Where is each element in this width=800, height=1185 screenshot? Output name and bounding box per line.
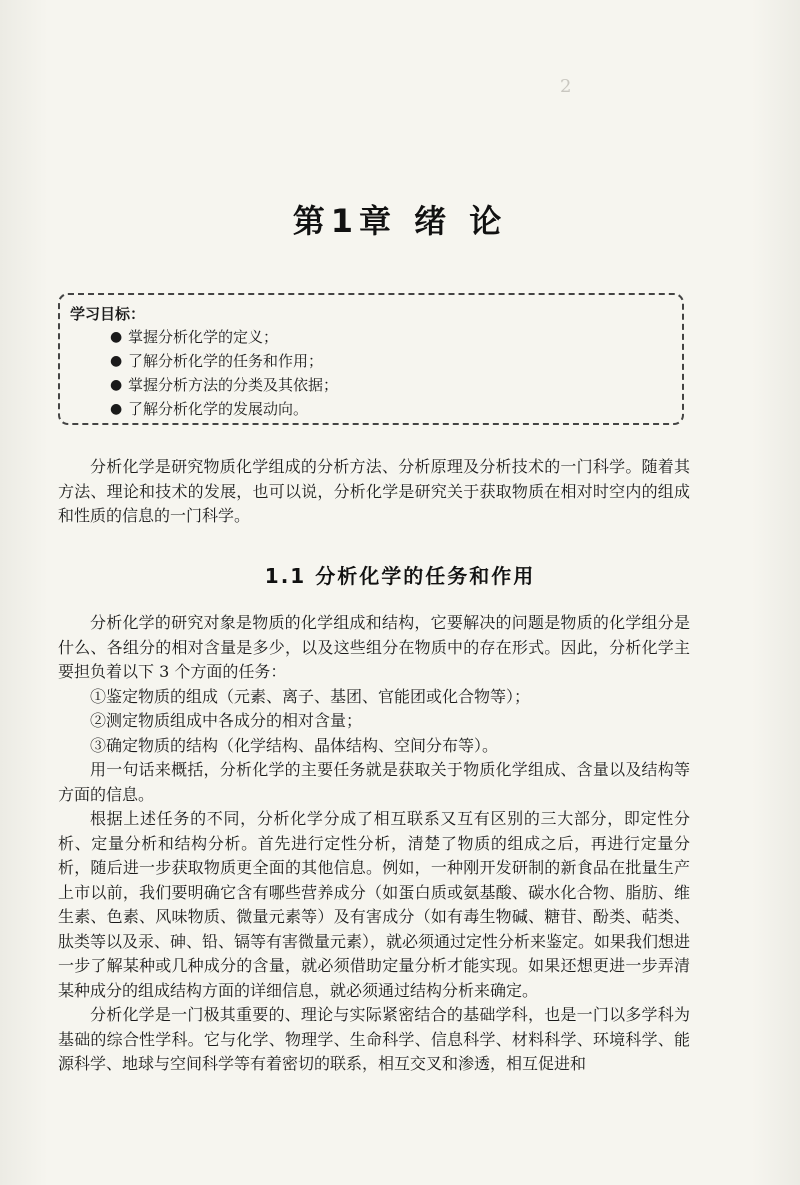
objective-item: ● 掌握分析方法的分类及其依据； (110, 373, 670, 397)
task-item: ②测定物质组成中各成分的相对含量； (90, 711, 363, 730)
bullet-icon: ● (110, 353, 123, 369)
section-paragraph-4: 分析化学是一门极其重要的、理论与实际紧密结合的基础学科，也是一门以多学科为基础的综合性学科。它与化学、物理学、生命科学、信息科学、材料科学、环境科学、能源科学、地球与空间科学等有着密切的联系，相互交叉和渗透，相互促进和 (58, 1005, 690, 1073)
section-paragraph-1: 分析化学的研究对象是物质的化学组成和结构，它要解决的问题是物质的化学组分是什么、各组分的相对含量是多少，以及这些组分在物质中的存在形式。因此，分析化学主要担负着以下 3 个方面的任务： (58, 613, 690, 681)
page-number-mark: 2 (560, 76, 576, 97)
section-body (58, 611, 690, 1077)
objective-item: ● 掌握分析化学的定义； (110, 325, 670, 349)
objectives-heading: 学习目标： (70, 305, 146, 323)
section-paragraph-3: 根据上述任务的不同，分析化学分成了相互联系又互有区别的三大部分，即定性分析、定量分析和结构分析。首先进行定性分析，清楚了物质的组成之后，再进行定量分析，随后进一步获取物质更全面的其他信息。例如，一种刚开发研制的新食品在批量生产上市以前，我们要明确它含有哪些营养成分（如蛋白质或氨基酸、碳水化合物、脂肪、维生素、色素、风味物质、微量元素等）及有害成分（如有毒生物碱、糖苷、酚类、萜类、肽类等以及汞、砷、铅、镉等有害微量元素），就必须通过定性分析来鉴定。如果我们想进一步了解某种或几种成分的含量，就必须借助定量分析才能实现。如果还想更进一步弄清某种成分的组成结构方面的详细信息，就必须通过结构分析来确定。 (58, 809, 691, 1000)
objective-item: ● 了解分析化学的发展动向。 (110, 397, 670, 421)
task-item: ①鉴定物质的组成（元素、离子、基团、官能团或化合物等）； (90, 686, 531, 706)
chapter-title: 第1章 绪 论 (292, 202, 508, 240)
task-item: ③确定物质的结构（化学结构、晶体结构、空间分布等）。 (90, 735, 499, 755)
bullet-icon: ● (110, 377, 123, 393)
intro-text (58, 455, 690, 529)
objective-item: ● 了解分析化学的任务和作用； (110, 349, 670, 373)
intro-paragraph: 分析化学是研究物质化学组成的分析方法、分析原理及分析技术的一门科学。随着其方法、理论和技术的发展，也可以说，分析化学是研究关于获取物质在相对时空内的组成和性质的信息的一门科学。 (58, 457, 690, 525)
objectives-list (70, 325, 670, 421)
section-title: 1.1 分析化学的任务和作用 (264, 564, 536, 588)
bullet-icon: ● (110, 329, 123, 345)
section-paragraph-2: 用一句话来概括，分析化学的主要任务就是获取关于物质化学组成、含量以及结构等方面的信息。 (58, 760, 690, 804)
bullet-icon: ● (110, 401, 123, 417)
learning-objectives-box (58, 293, 684, 425)
